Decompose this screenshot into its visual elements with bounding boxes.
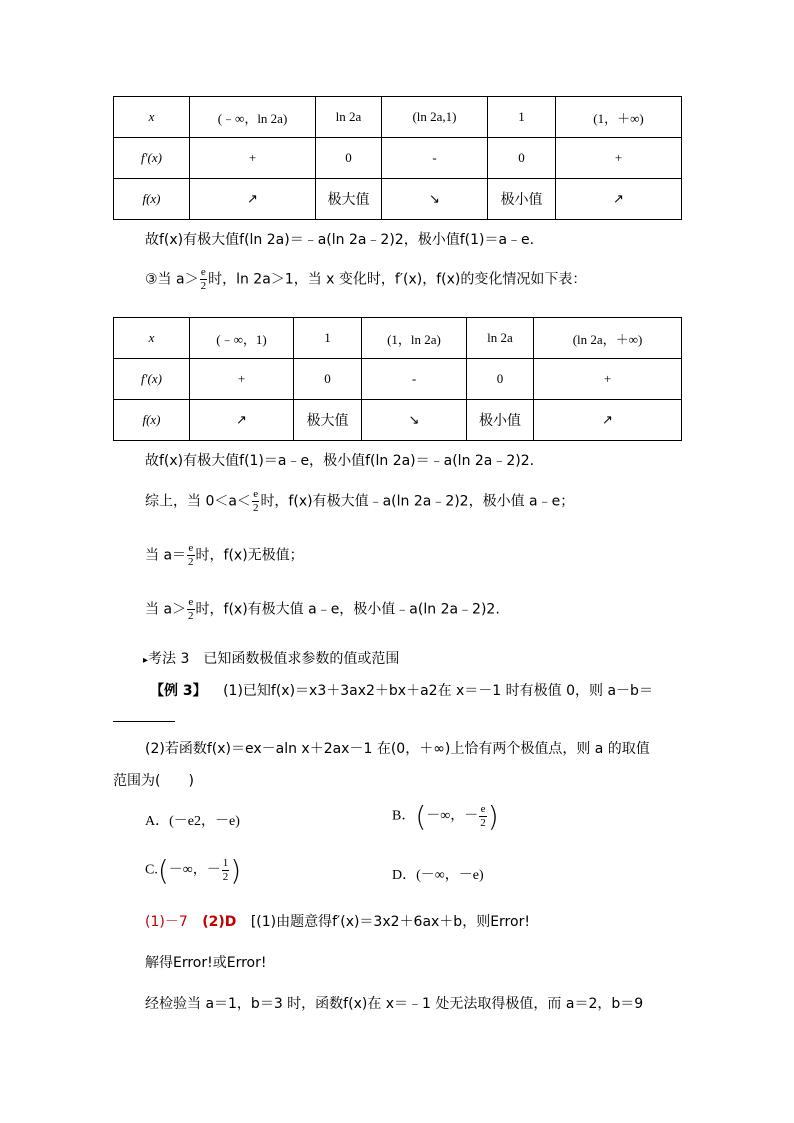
summary-line-1: 综上，当 0＜a＜ $\frac{e}{2}$ 时，f(x)有极大值﹣a(ln 2a﹣2)2，极小值 a﹣e； (145, 488, 575, 514)
table1-cell: 0 (488, 138, 556, 179)
table2-f-row (114, 400, 682, 441)
table2-cell: - (362, 359, 467, 400)
table2-fprime-row (114, 359, 682, 400)
table1-cell: 极小值 (488, 179, 556, 220)
table1-cell: + (556, 138, 682, 179)
fraction-1-over-2: $\frac{1}{2}$ (222, 857, 229, 883)
table2-header-cell: (﹣∞，1) (190, 318, 294, 359)
question-1-text: (1)已知f(x)＝x3＋3ax2＋bx＋a2在 x＝－1 时有极值 0，则 a－b＝ (223, 683, 653, 699)
example-3-label: 【例 3】 (150, 683, 207, 699)
table1-cell: 0 (316, 138, 382, 179)
variation-table-1 (113, 96, 682, 220)
table1-cell: f(x) (114, 179, 190, 220)
option-b: B．(－∞，－ $\frac{e}{2}$ ) (392, 800, 499, 833)
table2-header-cell: (1，ln 2a) (362, 318, 467, 359)
answer-2: (2)D (202, 914, 237, 930)
table2-header-cell: 1 (294, 318, 362, 359)
increasing-arrow-icon: ↗ (534, 400, 682, 441)
table2-cell: f′(x) (114, 359, 190, 400)
table2-cell: f(x) (114, 400, 190, 441)
table2-cell: 0 (467, 359, 534, 400)
fraction-e-over-2: $\frac{e}{2}$ (188, 542, 194, 568)
option-c: C.(－∞，－ $\frac{1}{2}$ ) (145, 854, 242, 887)
table1-cell: + (190, 138, 316, 179)
decreasing-arrow-icon: ↘ (362, 400, 467, 441)
solution-text: [(1)由题意得f′(x)＝3x2＋6ax＋b，则Error! (250, 914, 530, 930)
table1-cell: 极大值 (316, 179, 382, 220)
summary-line-3: 当 a＞ $\frac{e}{2}$ 时，f(x)有极大值 a﹣e，极小值﹣a(ln 2a﹣2)2. (145, 596, 500, 622)
table2-cell: + (190, 359, 294, 400)
increasing-arrow-icon: ↗ (190, 179, 316, 220)
table2-cell: 极大值 (294, 400, 362, 441)
fraction-e-over-2: $\frac{e}{2}$ (252, 488, 259, 514)
increasing-arrow-icon: ↗ (556, 179, 682, 220)
method-3-title: 考法 3 已知函数极值求参数的值或范围 (148, 651, 400, 667)
table1-header-row (114, 97, 682, 138)
table2-header-row (114, 318, 682, 359)
table1-fprime-row (114, 138, 682, 179)
conclusion-1: 故f(x)有极大值f(ln 2a)＝﹣a(ln 2a﹣2)2，极小值f(1)＝a﹣e. (145, 232, 535, 248)
option-d: D．(－∞，－e) (392, 868, 484, 883)
table2-header-cell: ln 2a (467, 318, 534, 359)
summary-line-2: 当 a＝ $\frac{e}{2}$ 时，f(x)无极值； (145, 542, 304, 568)
table1-f-row (114, 179, 682, 220)
triangle-marker-icon: ▸ (143, 655, 149, 666)
increasing-arrow-icon: ↗ (190, 400, 294, 441)
answer-blank (113, 710, 175, 726)
answer-line-3: 经检验当 a＝1，b＝3 时，函数f(x)在 x＝﹣1 处无法取得极值，而 a＝2，b＝9 (145, 996, 644, 1012)
question-2-line-1: (2)若函数f(x)＝ex－aln x＋2ax－1 在(0，＋∞)上恰有两个极值点，则 a 的取值 (145, 741, 650, 757)
question-2-line-2: 范围为( ) (113, 773, 194, 789)
table1-header-cell: 1 (488, 97, 556, 138)
table2-cell: 极小值 (467, 400, 534, 441)
decreasing-arrow-icon: ↘ (382, 179, 488, 220)
table1-header-cell: (1，＋∞) (556, 97, 682, 138)
table2-cell: 0 (294, 359, 362, 400)
table1-header-cell: (ln 2a,1) (382, 97, 488, 138)
example-3-question-1 (150, 680, 653, 700)
case-3-intro (145, 266, 586, 293)
case-3-suffix: 时，ln 2a＞1，当 x 变化时，f′(x)，f(x)的变化情况如下表： (208, 271, 587, 288)
table2-header-cell: (ln 2a，＋∞) (534, 318, 682, 359)
table1-header-cell: x (114, 97, 190, 138)
answer-line-1 (145, 911, 530, 931)
answer-1: (1)－7 (145, 914, 188, 930)
variation-table-2 (113, 317, 682, 441)
fraction-e-over-2: $\frac{e}{2}$ (188, 596, 194, 622)
case-3-prefix: ③当 a＞ (145, 271, 199, 288)
table1-header-cell: ln 2a (316, 97, 382, 138)
table1-header-cell: (﹣∞，ln 2a) (190, 97, 316, 138)
table1-cell: f′(x) (114, 138, 190, 179)
conclusion-2: 故f(x)有极大值f(1)＝a﹣e，极小值f(ln 2a)＝﹣a(ln 2a﹣2)2. (145, 453, 535, 469)
table2-header-cell: x (114, 318, 190, 359)
fraction-e-over-2: $\frac{e}{2}$ (480, 803, 486, 829)
table1-cell: - (382, 138, 488, 179)
answer-line-2: 解得Error!或Error! (145, 955, 267, 971)
option-a: A．(－e2，－e) (145, 814, 240, 829)
method-3-heading (143, 648, 399, 668)
fraction-e-over-2: $\frac{e}{2}$ (200, 266, 207, 292)
table2-cell: + (534, 359, 682, 400)
